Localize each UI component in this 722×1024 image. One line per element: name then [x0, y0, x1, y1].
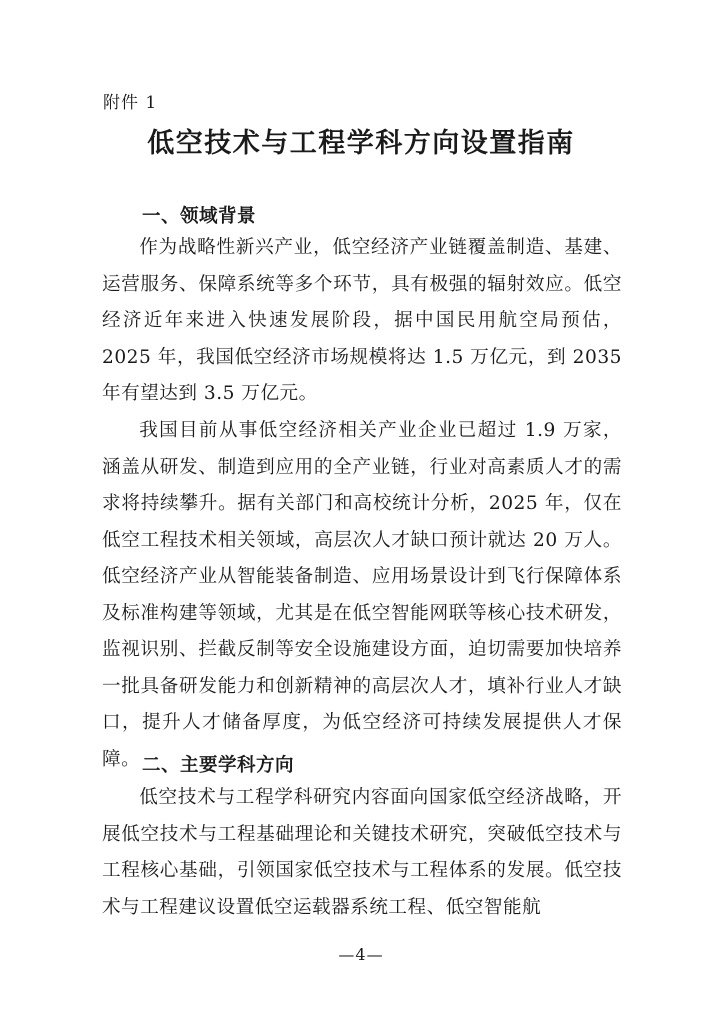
paragraph-background-1: 作为战略性新兴产业，低空经济产业链覆盖制造、基建、运营服务、保障系统等多个环节，具有极强的辐射效应。低空经济近年来进入快速发展阶段，据中国民用航空局预估，2025 年，我国低空经济市场规模将达 1.5 万亿元，到 2035 年有望达到 3.5 万亿元。 [102, 237, 622, 404]
paragraph-background-2: 我国目前从事低空经济相关产业企业已超过 1.9 万家，涵盖从研发、制造到应用的全产业链，行业对高素质人才的需求将持续攀升。据有关部门和高校统计分析，2025 年，仅在低空工程技术相关领域，高层次人才缺口预计就达 20 万人。低空经济产业从智能装备制造、应用场景设计到飞行保障体系及标准构建等领域，尤其是在低空智能网联等核心技术研发，监视识别、拦截反制等安全设施建设方面，迫切需要加快培养一批具备研发能力和创新精神的高层次人才，填补行业人才缺口，提升人才储备厚度，为低空经济可持续发展提供人才保障。 [102, 420, 622, 770]
section-heading-disciplines: 二、主要学科方向 [142, 755, 295, 776]
section-heading-background: 一、领域背景 [142, 206, 257, 227]
document-title: 低空技术与工程学科方向设置指南 [147, 128, 575, 159]
paragraph-disciplines-1: 低空技术与工程学科研究内容面向国家低空经济战略，开展低空技术与工程基础理论和关键技术研究，突破低空技术与工程核心基础，引领国家低空技术与工程体系的发展。低空技术与工程建议设置低空运载器系统工程、低空智能航 [102, 787, 622, 918]
page-number: —4— [338, 945, 384, 964]
attachment-label: 附件 1 [103, 93, 158, 113]
